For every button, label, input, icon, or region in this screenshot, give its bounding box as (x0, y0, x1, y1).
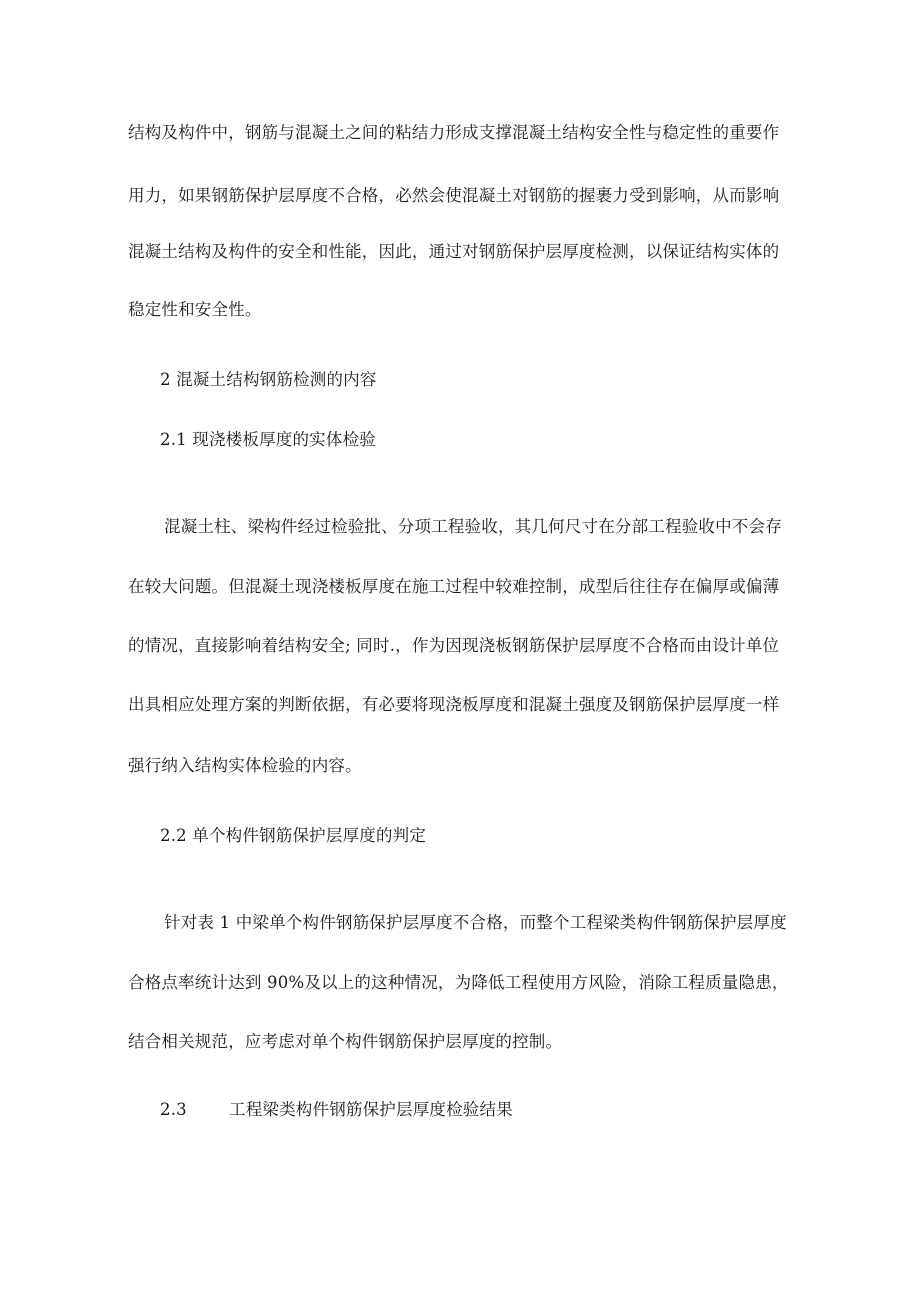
paragraph-2-line-4: 出具相应处理方案的判断依据，有必要将现浇板厚度和混凝土强度及钢筋保护层厚度一样 (128, 695, 780, 714)
paragraph-3-line-2: 合格点率统计达到 90%及以上的这种情况，为降低工程使用方风险，消除工程质量隐患， (128, 973, 789, 992)
section-heading-2-3-text: 工程梁类构件钢筋保护层厚度检验结果 (229, 1100, 513, 1119)
paragraph-1-line-2: 用力，如果钢筋保护层厚度不合格，必然会使混凝土对钢筋的握裹力受到影响，从而影响 (128, 186, 780, 205)
paragraph-2-line-2: 在较大问题。但混凝土现浇楼板厚度在施工过程中较难控制，成型后往往存在偏厚或偏薄 (128, 577, 780, 596)
section-heading-2: 2 混凝土结构钢筋检测的内容 (160, 370, 377, 389)
section-heading-2-3-number: 2.3 (160, 1100, 187, 1119)
paragraph-1-line-3: 混凝土结构及构件的安全和性能，因此，通过对钢筋保护层厚度检测，以保证结构实体的 (128, 242, 780, 261)
paragraph-2-line-5: 强行纳入结构实体检验的内容。 (128, 756, 362, 775)
paragraph-3-line-3: 结合相关规范，应考虑对单个构件钢筋保护层厚度的控制。 (128, 1032, 563, 1051)
paragraph-3-line-1: 针对表 1 中梁单个构件钢筋保护层厚度不合格，而整个工程梁类构件钢筋保护层厚度 (164, 913, 787, 932)
paragraph-2-line-1: 混凝土柱、梁构件经过检验批、分项工程验收，其几何尺寸在分部工程验收中不会存 (164, 517, 782, 536)
paragraph-1-line-1: 结构及构件中，钢筋与混凝土之间的粘结力形成支撑混凝土结构安全性与稳定性的重要作 (128, 123, 780, 142)
paragraph-2-line-3: 的情况，直接影响着结构安全; 同时.，作为因现浇板钢筋保护层厚度不合格而由设计单位 (128, 636, 780, 655)
section-heading-2-1: 2.1 现浇楼板厚度的实体检验 (160, 430, 376, 449)
paragraph-1-line-4: 稳定性和安全性。 (128, 300, 262, 319)
section-heading-2-2: 2.2 单个构件钢筋保护层厚度的判定 (160, 826, 427, 845)
